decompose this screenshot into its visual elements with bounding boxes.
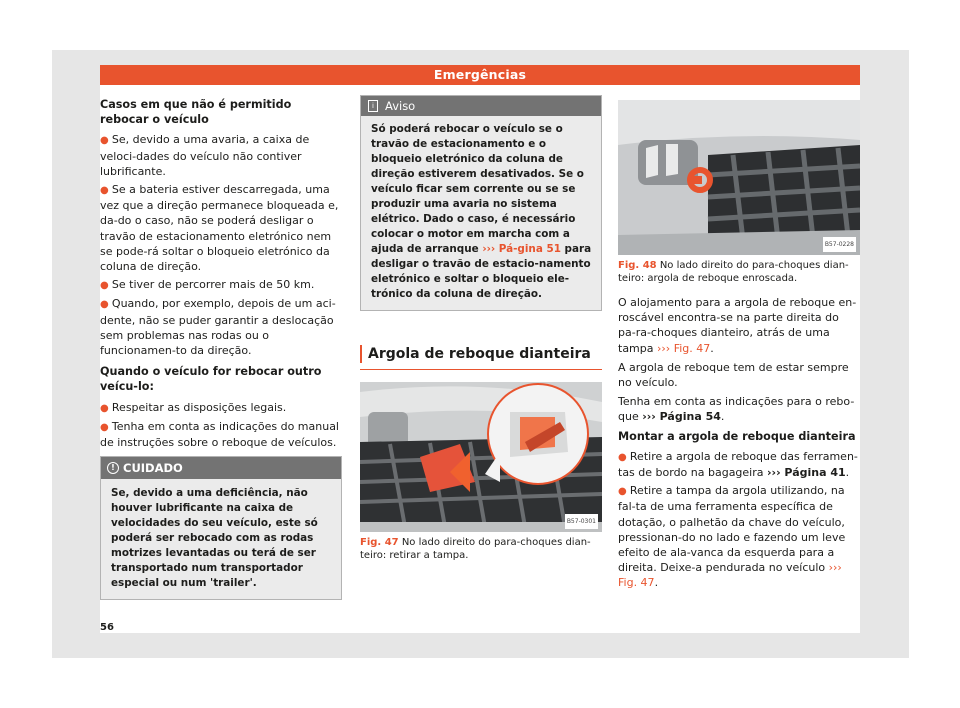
list-item: ● Se a bateria estiver descarregada, uma vez que a direção permanece bloqueada e, da-do o caso, não se poderá desligar o travão de estacionamento eletrónico nem se pode-rá soltar o bloqueio eletrónico da coluna de direção.: [100, 183, 339, 274]
note-box: [360, 95, 602, 311]
list-item: ● Se tiver de percorrer mais de 50 km.: [100, 278, 315, 292]
caution-header: ! CUIDADO: [101, 457, 341, 479]
heading-towing-other: Quando o veículo for rebocar outro veícu-lo:: [100, 365, 322, 394]
figure-48-image: [618, 100, 860, 255]
column-middle: [360, 97, 602, 562]
paragraph: O alojamento para a argola de reboque en-roscável encontra-se na parte direita do pa-ra-choques dianteiro, atrás de uma tampa ››› Fig. 47.: [618, 296, 857, 355]
list-item: ● Respeitar as disposições legais.: [100, 400, 287, 414]
note-body: Só poderá rebocar o veículo se o travão de estacionamento e o bloqueio eletrónico da coluna de direção estiverem desativados. Se o veículo ficar sem corrente ou se se produzir uma avaria no sistema elétrico. Dado o caso, é necessário colocar o motor em marcha com a ajuda de arranque ››› Pá-gina 51 para desligar o travão de estacio-namento eletrónico e soltar o bloqueio ele-trónico da coluna de direção.: [371, 123, 592, 300]
column-left: [100, 97, 342, 600]
bullet-icon: ●: [100, 185, 112, 197]
note-header: i Aviso: [361, 96, 601, 116]
info-document-icon: i: [368, 100, 378, 112]
heading-not-allowed: Casos em que não é permitido rebocar o veículo: [100, 98, 292, 127]
section-accent-bar: [360, 345, 362, 363]
bullet-icon: ●: [100, 299, 112, 311]
caution-body: Se, devido a uma deficiência, não houver lubrificante na caixa de velocidades do seu veículo, este só poderá ser rebocado com as rodas motrizes levantadas ou terá de ser transportado num transportador especial ou num 'trailer'.: [111, 487, 318, 590]
figure-code: B57-0301: [565, 514, 598, 529]
bullet-icon: ●: [100, 402, 112, 414]
bullet-icon: ●: [100, 135, 112, 147]
caution-box: [100, 456, 342, 600]
figure-link[interactable]: ››› Fig. 47: [657, 341, 711, 355]
bullet-icon: ●: [618, 486, 630, 498]
page-link[interactable]: ››› Pá-gina 51: [482, 243, 561, 255]
figure-47-image: [360, 382, 602, 532]
page-link[interactable]: ››› Página 54: [642, 410, 721, 424]
heading-mount-ring: Montar a argola de reboque dianteira: [618, 429, 856, 443]
paragraph: A argola de reboque tem de estar sempre no veículo.: [618, 360, 849, 390]
list-item: ● Retire a tampa da argola utilizando, na fal-ta de uma ferramenta específica de dotação, o palhetão da chave do veículo, pressionan-do no lado e fazendo um leve efeito de ala-vanca da esquerda para a direita. Deixe-a pendurada no veículo ››› Fig. 47.: [618, 484, 846, 590]
list-item: ● Se, devido a uma avaria, a caixa de veloci-dades do veículo não contiver lubrificante.: [100, 133, 310, 178]
bullet-icon: ●: [100, 421, 112, 433]
figure-47-caption: Fig. 47 No lado direito do para-choques dian-teiro: retirar a tampa.: [360, 537, 591, 561]
list-item: ● Tenha em conta as indicações do manual de instruções sobre o reboque de veículos.: [100, 419, 339, 450]
page-header: Emergências: [100, 65, 860, 85]
section-title: Argola de reboque dianteira: [360, 345, 602, 370]
bullet-icon: ●: [618, 451, 630, 463]
list-item: ● Retire a argola de reboque das ferramen-tas de bordo na bagageira ››› Página 41.: [618, 449, 858, 480]
manual-page: [100, 65, 860, 633]
figure-code: B57-0228: [823, 237, 856, 252]
figure-link[interactable]: ››› Fig. 47: [618, 561, 842, 590]
column-right: [618, 100, 860, 594]
list-item: ● Quando, por exemplo, depois de um aci-dente, não se puder garantir a deslocação sem problemas nas rodas ou o funcionamen-to da direção.: [100, 297, 336, 358]
figure-48-caption: Fig. 48 No lado direito do para-choques dian-teiro: argola de reboque enroscada.: [618, 260, 849, 284]
paragraph: Tenha em conta as indicações para o rebo-que ››› Página 54.: [618, 395, 855, 424]
page-number: 56: [100, 622, 114, 633]
exclamation-circle-icon: !: [107, 462, 119, 474]
figure-47: [360, 382, 602, 532]
figure-48: [618, 100, 860, 255]
bullet-icon: ●: [100, 280, 112, 292]
page-link[interactable]: ››› Página 41: [767, 466, 846, 480]
